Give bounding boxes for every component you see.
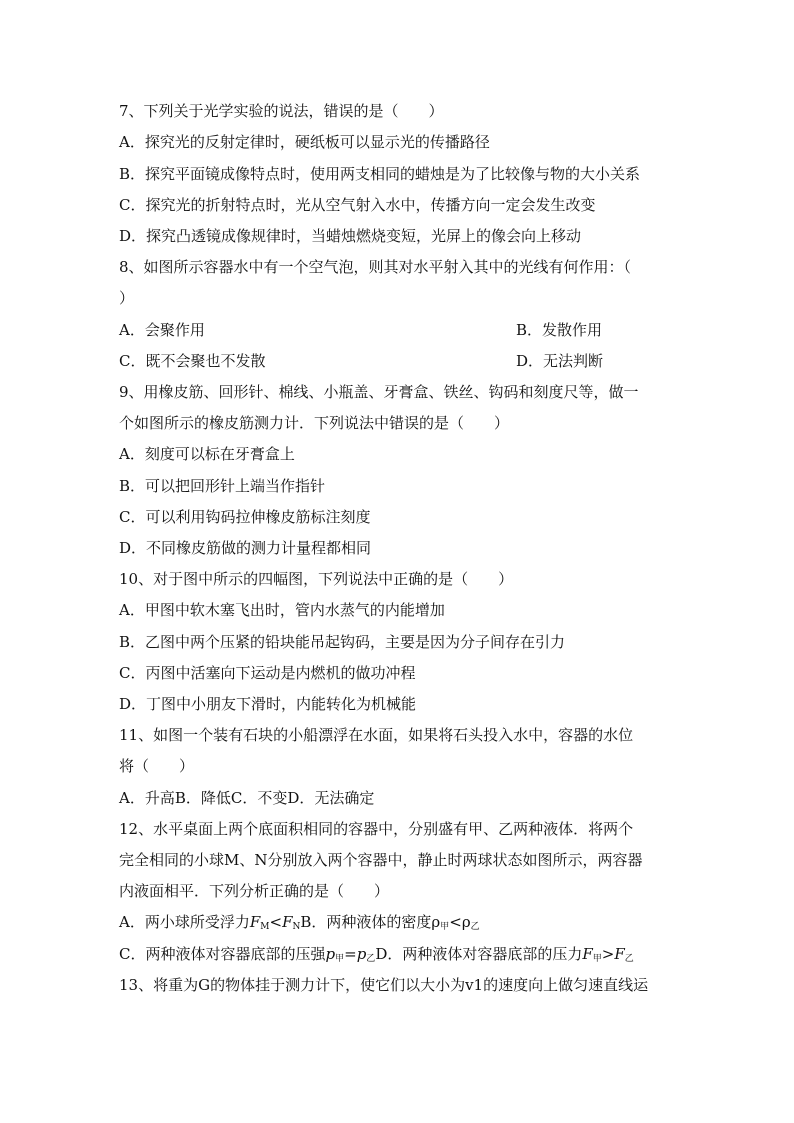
q12-d-subscript-yi: 乙 xyxy=(624,954,634,964)
q11-stem-line2: 将（ ） xyxy=(119,757,195,775)
q7-option-d: D．探究凸透镜成像规律时，当蜡烛燃烧变短，光屏上的像会向上移动 xyxy=(119,227,582,245)
q12-c-subscript-yi: 乙 xyxy=(366,954,376,964)
q12-c-subscript-jia: 甲 xyxy=(335,954,345,964)
q10-option-b: B．乙图中两个压紧的铅块能吊起钩码，主要是因为分子间存在引力 xyxy=(119,633,566,651)
q7-option-c: C．探究光的折射特点时，光从空气射入水中，传播方向一定会发生改变 xyxy=(119,196,596,214)
q13-stem-line1: 13、将重为G的物体挂于测力计下，使它们以大小为v1的速度向上做匀速直线运 xyxy=(119,976,649,994)
q12-option-d-text: D．两种液体对容器底部的压力 xyxy=(375,945,583,963)
q11-options: A．升高B．降低C．不变D．无法确定 xyxy=(119,789,375,807)
q7-stem: 7、下列关于光学实验的说法，错误的是（ ） xyxy=(119,102,444,120)
q8-option-d: D．无法判断 xyxy=(516,352,604,370)
q8-stem-line1: 8、如图所示容器水中有一个空气泡，则其对水平射入其中的光线有何作用：（ xyxy=(119,258,632,276)
q12-a-force-symbol: F xyxy=(249,913,261,931)
q12-options-cd xyxy=(119,944,679,969)
q12-option-b-text: B．两种液体的密度 xyxy=(300,913,432,931)
q12-b-subscript-yi: 乙 xyxy=(470,922,480,932)
q8-options-row1 xyxy=(119,320,679,340)
q12-b-subscript-jia: 甲 xyxy=(440,922,450,932)
q12-c-pressure-symbol: p xyxy=(325,945,336,963)
q9-option-d: D．不同橡皮筋做的测力计量程都相同 xyxy=(119,539,372,557)
q9-option-a: A．刻度可以标在牙膏盒上 xyxy=(119,445,295,463)
q12-stem-line2: 完全相同的小球M、N分别放入两个容器中，静止时两球状态如图所示，两容器 xyxy=(119,851,643,869)
q10-option-d: D．丁图中小朋友下滑时，内能转化为机械能 xyxy=(119,695,417,713)
q12-option-a-text: A．两小球所受浮力 xyxy=(119,913,250,931)
q12-b-density-symbol-2: ρ xyxy=(461,913,471,931)
q8-option-b: B．发散作用 xyxy=(516,321,603,339)
q8-option-a: A．会聚作用 xyxy=(119,321,205,339)
q9-stem-line1: 9、用橡皮筋、回形针、棉线、小瓶盖、牙膏盒、铁丝、钩码和刻度尺等，做一 xyxy=(119,383,639,401)
q12-a-subscript-m: M xyxy=(260,922,270,932)
q10-option-c: C．丙图中活塞向下运动是内燃机的做功冲程 xyxy=(119,664,416,682)
q7-option-b: B．探究平面镜成像特点时，使用两支相同的蜡烛是为了比较像与物的大小关系 xyxy=(119,165,641,183)
q12-a-relation: < xyxy=(269,913,283,931)
q12-b-relation: < xyxy=(449,913,462,931)
q12-a-force-symbol-2: F xyxy=(282,913,293,931)
q9-stem-line2: 个如图所示的橡皮筋测力计．下列说法中错误的是（ ） xyxy=(119,414,510,432)
q12-c-pressure-symbol-2: p xyxy=(356,945,367,963)
q12-stem-line3: 内液面相平．下列分析正确的是（ ） xyxy=(119,882,390,900)
q8-options-row2 xyxy=(119,351,679,371)
q10-option-a: A．甲图中软木塞飞出时，管内水蒸气的内能增加 xyxy=(119,601,445,619)
q12-b-density-symbol: ρ xyxy=(431,913,441,931)
q8-option-c: C．既不会聚也不发散 xyxy=(119,352,266,370)
q12-options-ab xyxy=(119,912,679,937)
q12-d-relation: > xyxy=(601,945,615,963)
q12-d-force-symbol-2: F xyxy=(614,945,625,963)
q12-stem-line1: 12、水平桌面上两个底面积相同的容器中，分别盛有甲、乙两种液体．将两个 xyxy=(119,820,634,838)
q9-option-b: B．可以把回形针上端当作指针 xyxy=(119,477,326,495)
q10-stem: 10、对于图中所示的四幅图，下列说法中正确的是（ ） xyxy=(119,570,514,588)
q8-stem-line2: ） xyxy=(119,289,135,307)
q12-c-relation: = xyxy=(344,945,357,963)
q7-option-a: A．探究光的反射定律时，硬纸板可以显示光的传播路径 xyxy=(119,133,490,151)
q9-option-c: C．可以利用钩码拉伸橡皮筋标注刻度 xyxy=(119,508,371,526)
q12-d-force-symbol: F xyxy=(582,945,593,963)
q12-a-subscript-n: N xyxy=(292,922,301,932)
q12-d-subscript-jia: 甲 xyxy=(592,954,602,964)
q11-stem-line1: 11、如图一个装有石块的小船漂浮在水面，如果将石头投入水中，容器的水位 xyxy=(119,726,634,744)
q12-option-c-text: C．两种液体对容器底部的压强 xyxy=(119,945,326,963)
